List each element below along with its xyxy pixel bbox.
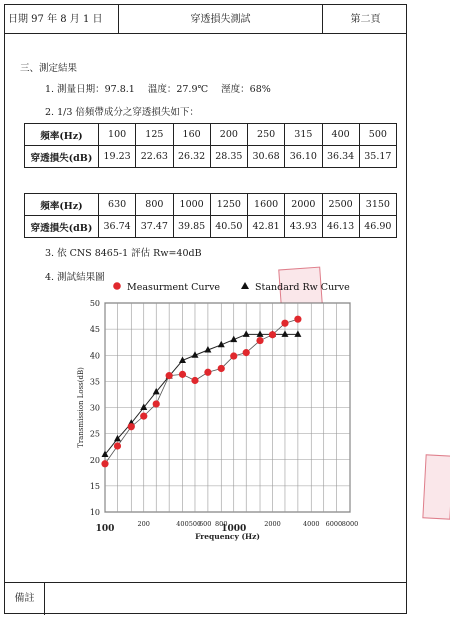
y-tick-label: 15 <box>89 481 100 491</box>
table-cell: 100 <box>99 124 136 146</box>
item-2-heading: 2. 1/3 倍頻帶成分之穿透損失如下： <box>45 107 199 118</box>
y-tick-label: 25 <box>89 429 100 439</box>
table-cell: 3150 <box>359 194 396 216</box>
table-cell: 2000 <box>285 194 322 216</box>
table-cell: 250 <box>248 124 285 146</box>
measurement-point <box>166 372 173 379</box>
x-tick-label: 400 <box>176 520 189 528</box>
table-row-loss <box>25 146 397 168</box>
measurement-point <box>281 320 288 327</box>
x-tick-label: 1000 <box>221 524 247 534</box>
table-cell: 37.47 <box>136 216 173 238</box>
table-cell: 46.90 <box>359 216 396 238</box>
y-tick-label: 20 <box>89 455 100 465</box>
y-tick-label: 45 <box>89 325 100 335</box>
x-tick-label: 500 <box>188 520 202 528</box>
temperature: 溫度：27.9℃ <box>147 84 209 95</box>
humidity: 溼度：68% <box>221 84 271 95</box>
table-cell: 39.85 <box>173 216 210 238</box>
remarks-row <box>5 582 406 615</box>
table-row-frequency <box>25 194 397 216</box>
x-tick-label: 600 <box>198 520 212 528</box>
row-label: 穿透損失(dB) <box>25 216 99 238</box>
table-cell: 1600 <box>248 194 285 216</box>
table-cell: 36.74 <box>99 216 136 238</box>
legend-standard-marker <box>241 282 249 289</box>
x-tick-label: 800 <box>215 520 228 528</box>
x-tick-label: 200 <box>137 520 150 528</box>
measurement-point <box>294 316 301 323</box>
measurement-point <box>243 349 250 356</box>
document-header <box>5 5 406 34</box>
table-cell: 43.93 <box>285 216 322 238</box>
x-tick-label: 4000 <box>302 520 320 528</box>
table-cell: 630 <box>99 194 136 216</box>
row-label: 頻率(Hz) <box>25 194 99 216</box>
table-cell: 30.68 <box>248 146 285 168</box>
measurement-point <box>204 369 211 376</box>
table-cell: 40.50 <box>210 216 247 238</box>
chart-heading: 4. 測試結果圖 <box>45 272 105 283</box>
table-cell: 26.32 <box>173 146 210 168</box>
table-cell: 315 <box>285 124 322 146</box>
measurement-point <box>153 400 160 407</box>
measurement-point <box>128 423 135 430</box>
y-axis-label: Transmission Loss(dB) <box>77 367 85 448</box>
table-cell: 36.10 <box>285 146 322 168</box>
x-tick-label: 8000 <box>341 520 359 528</box>
row-label: 頻率(Hz) <box>25 124 99 146</box>
y-tick-label: 40 <box>89 351 100 361</box>
table-cell: 500 <box>359 124 396 146</box>
measurement-point <box>269 331 276 338</box>
y-tick-label: 50 <box>89 299 100 308</box>
table-cell: 1000 <box>173 194 210 216</box>
legend-measurement-label: Measurment Curve <box>127 282 221 293</box>
transmission-loss-chart <box>60 276 360 546</box>
table-cell: 200 <box>210 124 247 146</box>
measurement-info <box>45 81 281 95</box>
row-label: 穿透損失(dB) <box>25 146 99 168</box>
table-cell: 42.81 <box>248 216 285 238</box>
table-cell: 28.35 <box>210 146 247 168</box>
table-cell: 125 <box>136 124 173 146</box>
header-page-number: 第二頁 <box>350 14 381 25</box>
y-tick-label: 35 <box>89 377 100 387</box>
y-tick-label: 10 <box>89 508 100 517</box>
table-cell: 2500 <box>322 194 359 216</box>
measurement-point <box>140 413 147 420</box>
x-tick-label: 6000 <box>325 520 343 528</box>
measurement-point <box>101 460 108 467</box>
table-cell: 800 <box>136 194 173 216</box>
section-title: 三、測定結果 <box>20 63 78 74</box>
header-date: 日期 97 年 8 月 1 日 <box>5 5 119 34</box>
x-tick-label: 100 <box>95 524 115 534</box>
table-cell: 22.63 <box>136 146 173 168</box>
y-tick-label: 30 <box>89 403 100 413</box>
legend-standard-label: Standard Rw Curve <box>255 282 350 293</box>
table-row-loss <box>25 216 397 238</box>
table-cell: 400 <box>322 124 359 146</box>
measurement-point <box>256 337 263 344</box>
table-cell: 36.34 <box>322 146 359 168</box>
table-cell: 46.13 <box>322 216 359 238</box>
measurement-date: 1. 測量日期：97.8.1 <box>45 84 135 95</box>
loss-table-1 <box>24 123 397 168</box>
measurement-point <box>191 377 198 384</box>
legend-measurement-marker <box>113 282 121 290</box>
x-axis-label: Frequency (Hz) <box>195 532 260 541</box>
x-tick-label: 2000 <box>264 520 281 528</box>
table-cell: 160 <box>173 124 210 146</box>
measurement-point <box>114 442 121 449</box>
table-cell: 35.17 <box>359 146 396 168</box>
rw-evaluation: 3. 依 CNS 8465-1 評估 Rw=40dB <box>45 248 202 259</box>
table-cell: 1250 <box>210 194 247 216</box>
measurement-point <box>179 371 186 378</box>
table-row-frequency <box>25 124 397 146</box>
measurement-point <box>230 352 237 359</box>
measurement-point <box>218 365 225 372</box>
loss-table-2 <box>24 193 397 238</box>
red-seal-stamp <box>422 454 450 519</box>
table-cell: 19.23 <box>99 146 136 168</box>
header-title: 穿透損失測試 <box>119 5 323 34</box>
remark-label: 備註 <box>5 583 45 615</box>
